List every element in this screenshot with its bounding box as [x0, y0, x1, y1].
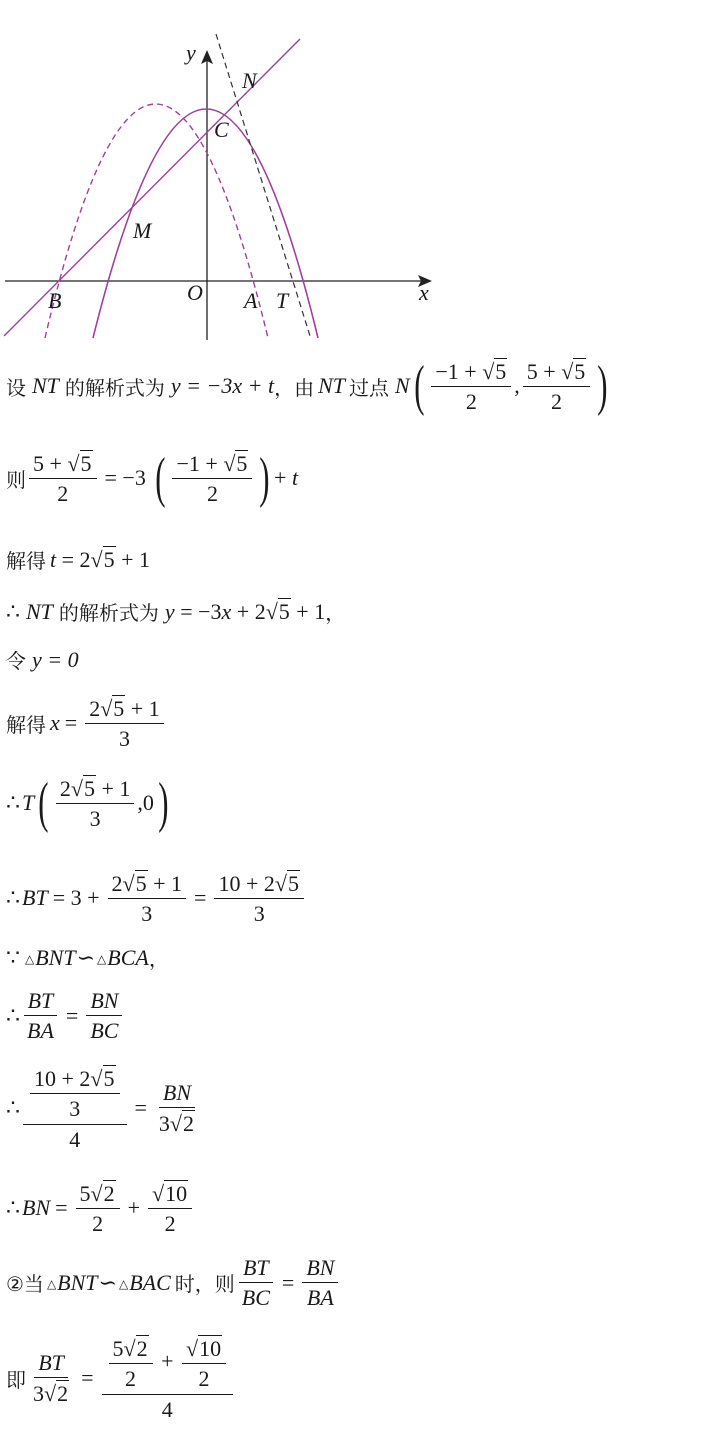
l11-therefore: ∴	[6, 1095, 20, 1121]
label-y: y	[186, 40, 196, 65]
line-10: ∴ $\frac{BT}{BA}$ = $\frac{BN}{BC}$	[6, 988, 125, 1044]
l9-because: ∵	[6, 944, 20, 970]
label-a: A	[244, 288, 258, 313]
l3-jiede: 解得	[6, 549, 46, 573]
l1-pre: 设	[6, 375, 26, 400]
line-11: ∴ 10 + 2√ 5 3 4 = BN 3√ 2	[6, 1065, 202, 1152]
l6-frac: 2√ 5 + 1 3	[85, 695, 164, 752]
label-n: N	[242, 68, 257, 93]
line-14: 即 BT 3√ 2 = 5√ 2 2 + √ 10 2 4	[6, 1335, 236, 1422]
l2-ze: 则	[6, 467, 26, 492]
l13-frac-1: $\frac{BT}{BC}$	[238, 1255, 274, 1311]
l13-shi: 时，则	[174, 1272, 235, 1297]
l1-frac-y: 5 + √ 5 2	[523, 358, 591, 415]
l11-frac-1: 10 + 2√ 5 3 4	[23, 1065, 127, 1152]
l4-comma: ，	[325, 601, 346, 625]
line-1: 设 NT 的解析式为 y = −3x + t ，由 NT 过点 N ( −1 + √ 5 2 , 5 + √ 5 2 )	[6, 355, 608, 418]
l1-eq: y = −3x + t	[170, 373, 275, 399]
l1-nt: NT	[32, 373, 59, 399]
l1-nt2: NT	[318, 373, 346, 399]
label-m: M	[133, 218, 152, 243]
l6-jiede: 解得	[6, 712, 46, 737]
l1-pass: 过点	[349, 375, 390, 400]
l1-frac-x: −1 + √ 5 2	[431, 358, 511, 415]
l7-rparen: )	[158, 772, 169, 835]
l10-frac-2: $\frac{BN}{BC}$	[86, 988, 122, 1044]
line-5	[6, 645, 79, 674]
l4-therefore: ∴	[6, 598, 20, 624]
l1-mid: 的解析式为	[64, 375, 165, 400]
l12-frac-1: 5√ 2 2	[76, 1180, 120, 1237]
line-2: 则 5 + √ 5 2 = −3 ( −1 + √ 5 2 ) + t	[6, 447, 299, 510]
l12-frac-2: √ 10 2	[148, 1180, 192, 1237]
l2-lparen: (	[155, 447, 166, 510]
l8-frac-1: 2√ 5 + 1 3	[108, 870, 187, 927]
l5-ling: 令	[6, 649, 26, 673]
line-3: 解得 t = 2√ 5 + 1	[6, 547, 151, 573]
line-12: ∴ BN = 5√ 2 2 + √ 10 2	[6, 1180, 195, 1237]
l4-de-jiexi: 的解析式为	[58, 601, 159, 625]
l11-frac-2: BN 3√ 2	[158, 1080, 194, 1137]
l9-comma: ，	[148, 947, 169, 971]
l10-therefore: ∴	[6, 1002, 20, 1028]
line-6: 解得 x = 2√ 5 + 1 3	[6, 695, 167, 752]
l7-therefore: ∴	[6, 790, 20, 816]
l14-ji: 即	[6, 1367, 26, 1392]
l12-therefore: ∴	[6, 1195, 20, 1221]
l7-lparen: (	[38, 772, 49, 835]
line-4: ∴ NT 的解析式为 y = −3x + 2√ 5 + 1 ，	[6, 598, 346, 625]
l7-frac: 2√ 5 + 1 3	[56, 775, 135, 832]
l2-rparen: )	[259, 447, 270, 510]
l13-dang: ②当	[6, 1272, 44, 1297]
l5-y0: y = 0	[32, 646, 79, 672]
label-c: C	[214, 117, 229, 142]
l1-n: N	[395, 373, 410, 399]
label-t: T	[276, 288, 289, 313]
l1-lparen: (	[413, 355, 425, 418]
label-o: O	[187, 280, 203, 305]
line-nt	[216, 34, 310, 336]
l14-frac-2: 5√ 2 2 + √ 10 2 4	[102, 1335, 234, 1422]
dashed-parabola	[45, 104, 268, 338]
label-b: B	[48, 288, 62, 313]
l2-frac-2: −1 + √ 5 2	[172, 450, 252, 507]
l2-frac-1: 5 + √ 5 2	[29, 450, 97, 507]
line-13: ②当 △BNT∽ △BAC 时，则 $\frac{BT}{BC}$ = $\frac{BN}{BA}$	[6, 1255, 341, 1311]
l14-frac-1: BT 3√ 2	[33, 1350, 69, 1407]
label-x: x	[419, 280, 429, 305]
line-7: ∴ T ( 2√ 5 + 1 3 ,0 )	[6, 772, 169, 835]
line-9: ∵ △BNT∽ △BCA ，	[6, 944, 169, 971]
l13-frac-2: $\frac{BN}{BA}$	[302, 1255, 338, 1311]
l10-frac-1: $\frac{BT}{BA}$	[23, 988, 58, 1044]
graph-figure	[0, 30, 450, 345]
l1-rparen: )	[597, 355, 608, 418]
line-8: ∴ BT = 3 + 2√ 5 + 1 3 = 10 + 2√ 5 3	[6, 870, 307, 927]
l8-frac-2: 10 + 2√ 5 3	[214, 870, 304, 927]
l1-by: ，由	[274, 375, 315, 400]
l8-therefore: ∴	[6, 885, 20, 911]
